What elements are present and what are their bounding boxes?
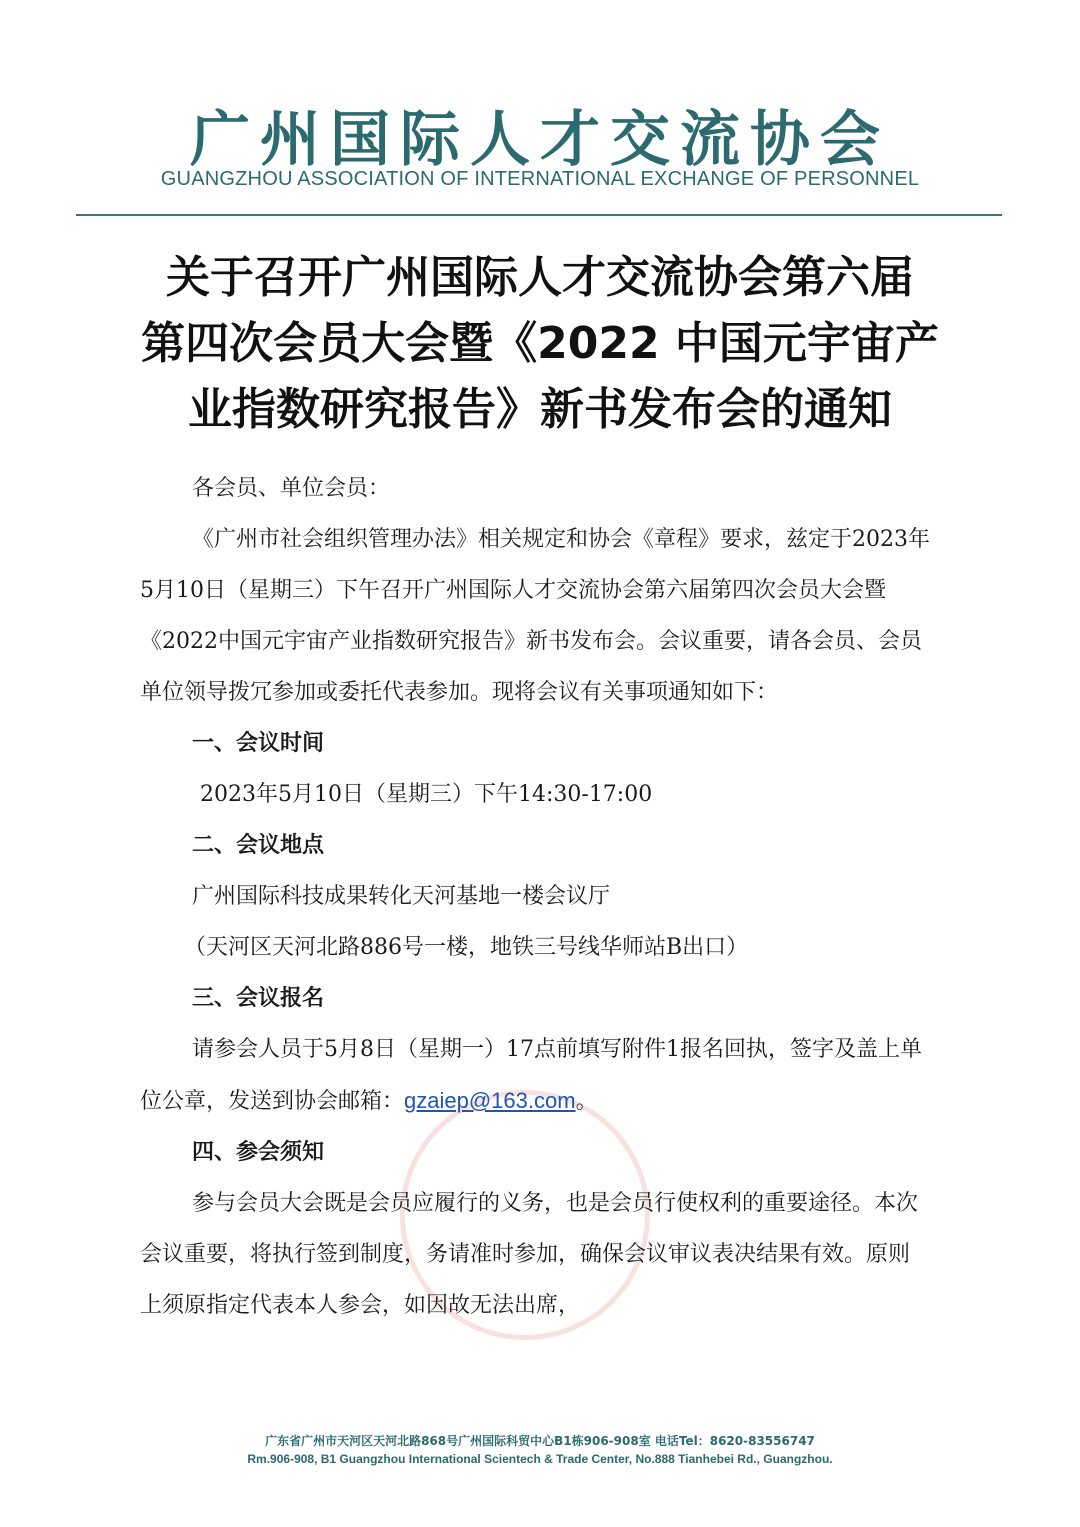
letterhead-divider <box>76 214 1002 216</box>
meeting-address: （天河区天河北路886号一楼，地铁三号线华师站B出口） <box>184 935 749 960</box>
registration-paragraph <box>140 1024 930 1127</box>
intro-paragraph: 《广州市社会组织管理办法》相关规定和协会《章程》要求，兹定于2023年5月10日（星期三）下午召开广州国际人才交流协会第六届第四次会员大会暨《2022中国元宇宙产业指数研究报告》新书发布会。会议重要，请各会员、会员单位领导拨冗参加或委托代表参加。现将会议有关事项通知如下： <box>140 527 930 705</box>
meeting-time: 2023年5月10日（星期三）下午14:30-17:00 <box>200 782 653 807</box>
title-line: 关于召开广州国际人才交流协会第六届 <box>166 252 914 303</box>
section-heading-venue: 二、会议地点 <box>192 833 325 858</box>
meeting-venue: 广州国际科技成果转化天河基地一楼会议厅 <box>192 884 611 909</box>
registration-text: 请参会人员于5月8日（星期一）17点前填写附件1报名回执，签字及盖上单位公章，发送到协会邮箱： <box>140 1037 922 1114</box>
letterhead-name-en: GUANGZHOU ASSOCIATION OF INTERNATIONAL EXCHANGE OF PERSONNEL <box>160 168 920 190</box>
footer-address-cn: 广东省广州市天河区天河北路868号广州国际科贸中心B1栋906-908室 电话Tel：8620-83556747 <box>265 1434 815 1448</box>
notes-paragraph: 参与会员大会既是会员应履行的义务，也是会员行使权利的重要途径。本次会议重要，将执行签到制度，务请准时参加，确保会议审议表决结果有效。原则上须原指定代表本人参会，如因故无法出席， <box>140 1191 919 1318</box>
title-line: 第四次会员大会暨《2022 中国元宇宙产 <box>141 318 939 369</box>
letterhead-name-cn: 广州国际人才交流协会 <box>190 105 890 175</box>
email-link[interactable]: gzaiep@163.com <box>404 1088 576 1113</box>
footer-address-en: Rm.906-908, B1 Guangzhou International Scientech & Trade Center, No.888 Tianhebei Rd., Guangzhou. <box>247 1452 833 1466</box>
notice-body <box>140 463 930 1331</box>
registration-end: 。 <box>575 1089 598 1114</box>
section-heading-time: 一、会议时间 <box>192 731 325 756</box>
title-line: 业指数研究报告》新书发布会的通知 <box>188 384 892 435</box>
section-heading-notes: 四、参会须知 <box>192 1140 325 1165</box>
notice-title <box>120 245 960 443</box>
salutation: 各会员、单位会员： <box>192 476 391 501</box>
section-heading-registration: 三、会议报名 <box>192 986 325 1011</box>
